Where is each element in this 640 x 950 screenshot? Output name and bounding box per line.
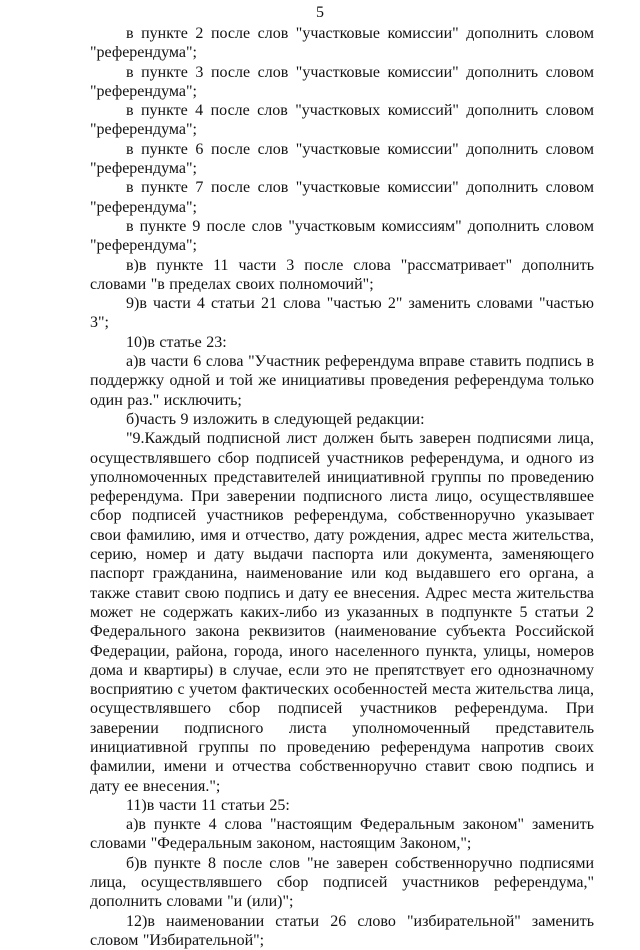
amendment-paragraph-8: 9)в части 4 статьи 21 слова "частью 2" заменить словами "частью 3"; [90,295,594,332]
amendment-paragraph-1: в пункте 2 после слов "участковые комиссии" дополнить словом "референдума"; [90,25,594,62]
amendment-paragraph-2: в пункте 3 после слов "участковые комиссии" дополнить словом "референдума"; [90,63,594,100]
amendment-paragraph-9: 10)в статье 23: [126,333,227,351]
amendment-paragraph-10: а)в части 6 слова "Участник референдума вправе ставить подпись в поддержку одной и той же инициативы проведения референдума только один раз." исключить; [90,353,594,409]
amendment-paragraph-3: в пункте 4 после слов "участковых комиссий" дополнить словом "референдума"; [90,102,594,139]
amendment-paragraph-15: 12)в наименовании статьи 26 слово "избирательной" заменить словом "Избирательной"; [90,912,594,949]
quoted-article-text: "9.Каждый подписной лист должен быть заверен подписями лица, осуществлявшего сбор подписей участников референдума, и одного из уполномоченных представителей инициативной группы по проведению референдума. При заверении подписного листа лицо, осуществлявшее сбор подписей участников референдума, собственноручно указывает свои фамилию, имя и отчество, дату рождения, адрес места жительства, серию, номер и дату выдачи паспорта или документа, заменяющего паспорт гражданина, наименование или код выдавшего его органа, а также ставит свою подпись и дату ее внесения. Адрес места жительства может не содержать каких-либо из указанных в подпункте 5 статьи 2 Федерального закона реквизитов (наименование субъекта Российской Федерации, района, города, иного населенного пункта, улицы, номеров дома и квартиры) в случае, если это не препятствует его однозначному восприятию с учетом фактических особенностей места жительства лица, осуществлявшего сбор подписей участников референдума. При заверении подписного листа уполномоченный представитель инициативной группы по проведению референдума напротив своих фамилии, имени и отчества собственноручно ставит свою подпись и дату ее внесения."; [90,430,594,795]
amendment-paragraph-5: в пункте 7 после слов "участковые комиссии" дополнить словом "референдума"; [90,179,594,216]
amendment-paragraph-12: 11)в части 11 статьи 25: [126,796,290,814]
amendment-paragraph-4: в пункте 6 после слов "участковые комиссии" дополнить словом "референдума"; [90,140,594,178]
document-body [90,24,594,950]
amendment-paragraph-11: б)часть 9 изложить в следующей редакции: [126,410,425,428]
amendment-paragraph-7: в)в пункте 11 части 3 после слова "рассматривает" дополнить словами "в пределах своих полномочий"; [90,256,594,293]
amendment-paragraph-13: а)в пункте 4 слова "настоящим Федеральным законом" заменить словами "Федеральным законом, настоящим Законом,"; [90,816,594,853]
amendment-paragraph-14: б)в пункте 8 после слов "не заверен собственноручно подписями лица, осуществлявшего сбор подписей участников референдума," дополнить словами "и (или)"; [90,854,594,911]
amendment-paragraph-6: в пункте 9 после слов "участковым комиссиям" дополнить словом "референдума"; [90,217,594,255]
page-number: 5 [316,4,324,21]
